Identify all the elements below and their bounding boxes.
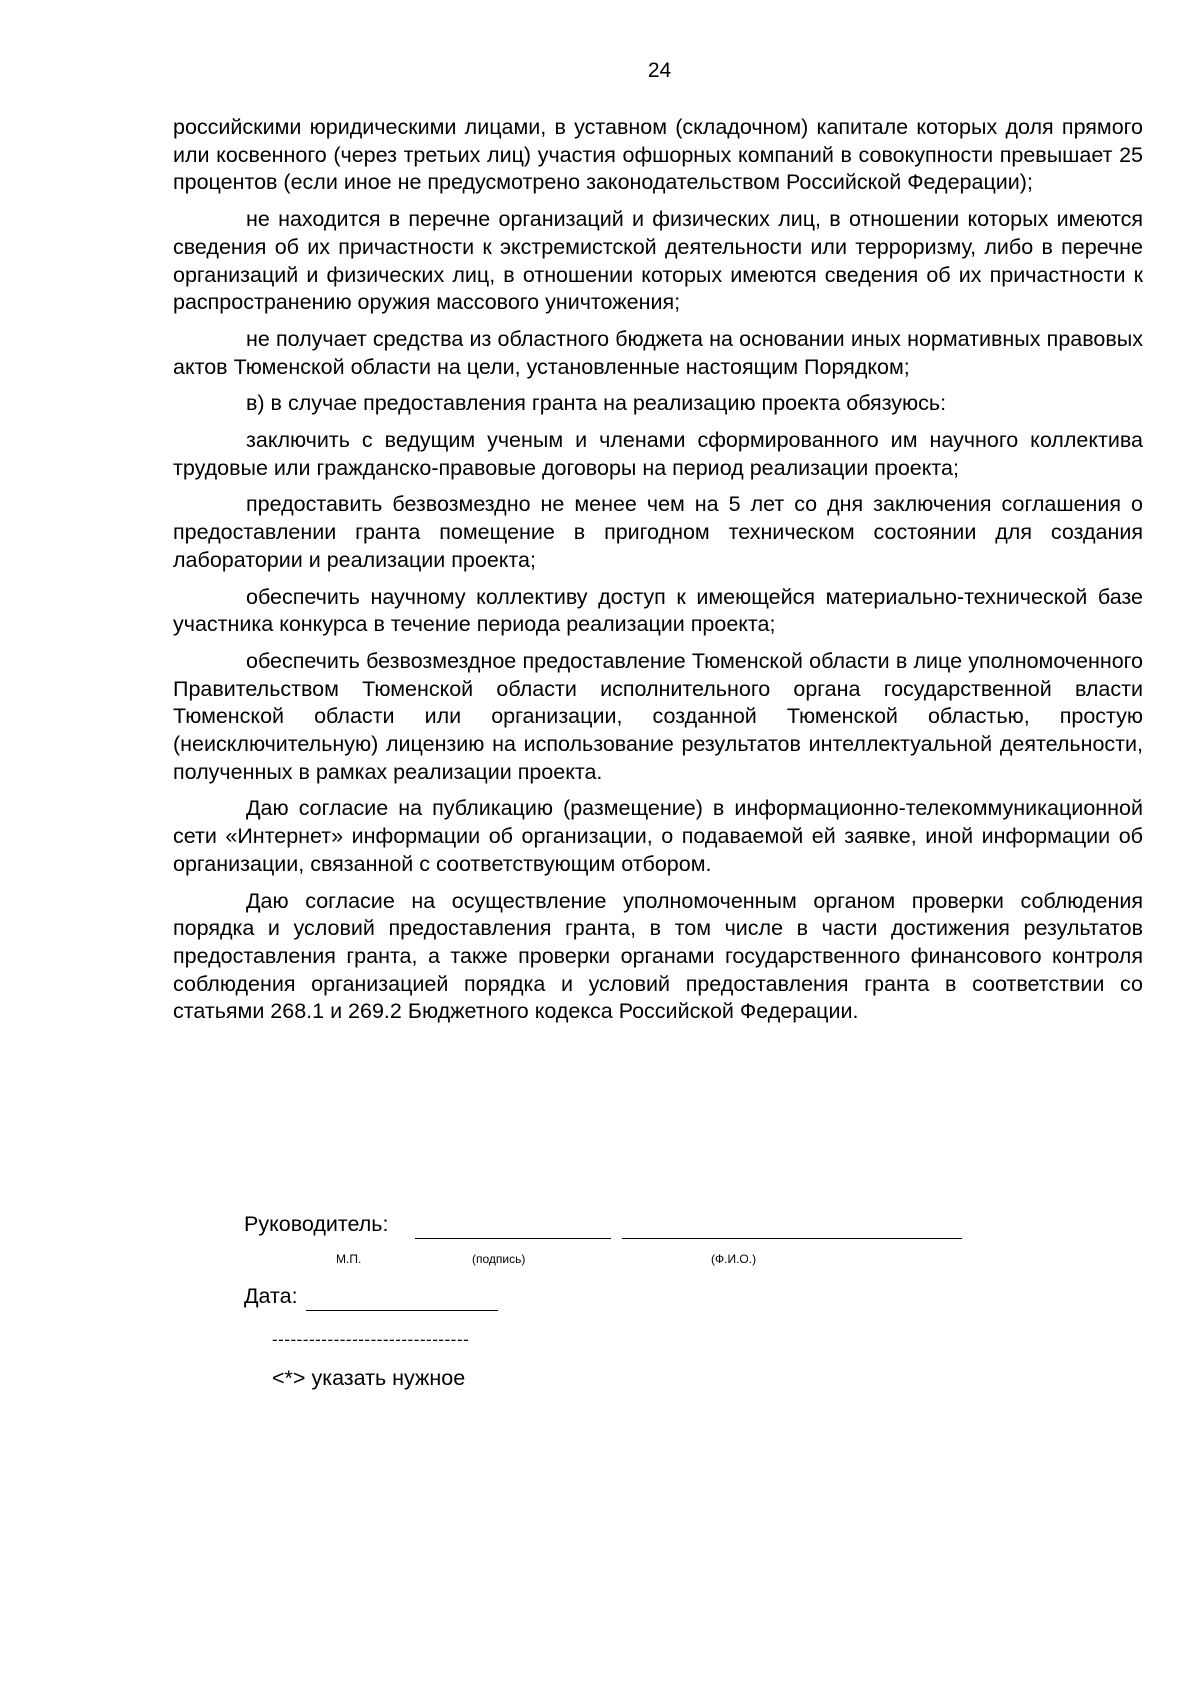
stamp-label: М.П. bbox=[336, 1252, 362, 1266]
head-label: Руководитель: bbox=[244, 1212, 389, 1236]
body-text bbox=[173, 114, 1143, 1035]
name-caption: (Ф.И.О.) bbox=[711, 1252, 757, 1266]
page-number: 24 bbox=[647, 59, 672, 82]
footnote-text: <*> указать нужное bbox=[272, 1366, 466, 1390]
signature-captions bbox=[244, 1252, 1144, 1284]
paragraph: не получает средства из областного бюджета на основании иных нормативных правовых актов Тюменской области на цели, установленные настоящим Порядком; bbox=[173, 326, 1143, 379]
paragraph-continuation: российскими юридическими лицами, в уставном (складочном) капитале которых доля прямого или косвенного (через третьих лиц) участия офшорных компаний в совокупности превышает 25 процентов (если иное не предусмотрено законодательством Российской Федерации); bbox=[173, 115, 1143, 195]
paragraph: обеспечить безвозмездное предоставление Тюменской области в лице уполномоченного Правительством Тюменской области исполнительного органа государственной власти Тюменской области или организации, созданной Тюменской областью, простую (неисключительную) лицензию на использование результатов интеллектуальной деятельности, полученных в рамках реализации проекта. bbox=[173, 648, 1143, 784]
name-line bbox=[622, 1238, 962, 1239]
signature-caption: (подпись) bbox=[472, 1252, 526, 1266]
paragraph: Даю согласие на осуществление уполномоченным органом проверки соблюдения порядка и условий предоставления гранта, в том числе в части достижения результатов предоставления гранта, а также проверки органами государственного финансового контроля соблюдения организацией порядка и условий предоставления гранта в соответствии со статьями 268.1 и 269.2 Бюджетного кодекса Российской Федерации. bbox=[173, 888, 1143, 1024]
paragraph: заключить с ведущим ученым и членами сформированного им научного коллектива трудовые или гражданско-правовые договоры на период реализации проекта; bbox=[173, 428, 1143, 480]
date-label: Дата: bbox=[244, 1284, 298, 1308]
date-line bbox=[306, 1310, 498, 1311]
paragraph: Даю согласие на публикацию (размещение) в информационно-телекоммуникационной сети «Интернет» информации об организации, о подаваемой ей заявке, иной информации об организации, связанной с соответствующим отбором. bbox=[173, 796, 1143, 876]
date-row bbox=[244, 1284, 1144, 1318]
head-signature-row bbox=[244, 1212, 1144, 1246]
paragraph: обеспечить научному коллективу доступ к имеющейся материально-технической базе участника конкурса в течение периода реализации проекта; bbox=[173, 584, 1143, 637]
footnote-separator: -------------------------------- bbox=[272, 1330, 470, 1349]
signature-block bbox=[244, 1212, 1144, 1318]
signature-line bbox=[415, 1238, 611, 1239]
paragraph: не находится в перечне организаций и физических лиц, в отношении которых имеются сведения об их причастности к экстремистской деятельности или терроризму, либо в перечне организаций и физических лиц, в отношении которых имеются сведения об их причастности к распространению оружия массового уничтожения; bbox=[173, 207, 1143, 315]
paragraph: в) в случае предоставления гранта на реализацию проекта обязуюсь: bbox=[246, 391, 947, 416]
paragraph: предоставить безвозмездно не менее чем на 5 лет со дня заключения соглашения о предоставлении гранта помещение в пригодном техническом состоянии для создания лаборатории и реализации проекта; bbox=[173, 492, 1143, 572]
